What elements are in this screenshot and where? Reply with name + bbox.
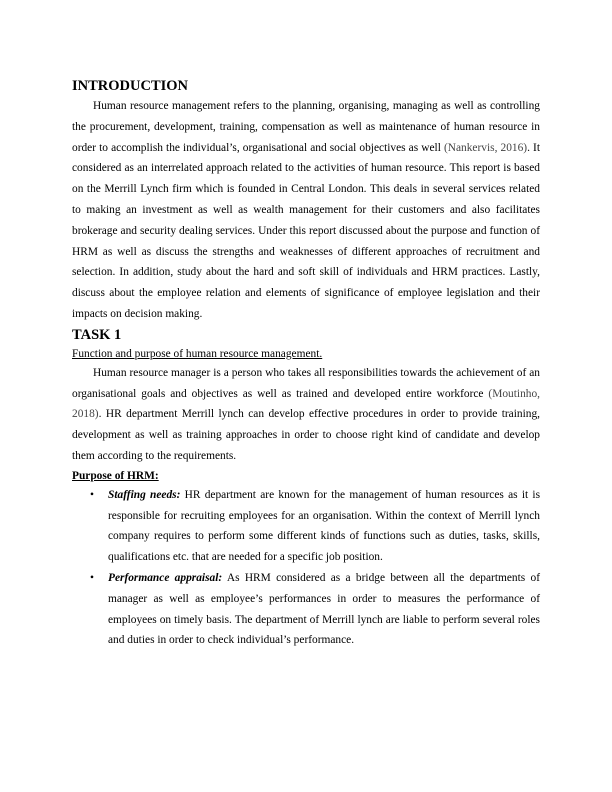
task1-paragraph xyxy=(72,363,540,467)
bullet-icon: • xyxy=(90,488,94,501)
bullet-label: Staffing needs: xyxy=(108,488,181,501)
introduction-citation: (Nankervis, 2016) xyxy=(443,141,528,154)
introduction-paragraph xyxy=(72,96,540,325)
task1-citation: (Moutinho, 2018) xyxy=(72,387,540,421)
bullet-text: As HRM considered as a bridge between all the departments of manager as well as employee’s performances in order to measures the performance of employees on timely basis. The department of Merrill lynch are liable to perform several roles and duties in order to check individual’s performance. xyxy=(108,571,540,647)
task1-heading: TASK 1 xyxy=(72,326,122,343)
task1-subheading: Function and purpose of human resource management. xyxy=(72,347,323,360)
bullet-paragraph xyxy=(108,568,540,651)
bullet-label: Performance appraisal: xyxy=(108,571,223,584)
bullet-icon: • xyxy=(90,571,94,584)
list-item xyxy=(72,568,540,651)
bullet-text: HR department are known for the management of human resources as it is responsible for recruiting employees for an organisation. Within the context of Merrill lynch company requires to perform some different kinds of functions such as duties, tasks, skills, qualifications etc. that are needed for a specific job position. xyxy=(108,488,540,564)
introduction-text-part1: Human resource management refers to the planning, organising, managing as well as controlling the procurement, development, training, compensation as well as maintenance of human resource in order to accomplish the individual’s, organisational and social objectives as well xyxy=(72,100,540,154)
introduction-heading: INTRODUCTION xyxy=(72,78,189,94)
task1-text-part1: Human resource manager is a person who takes all responsibilities towards the achievement of an organisational goals and objectives as well as trained and developed entire workforce xyxy=(72,366,540,400)
page-content xyxy=(72,76,540,651)
purpose-heading: Purpose of HRM: xyxy=(72,469,159,482)
task1-text-part2: . HR department Merrill lynch can develop effective procedures in order to provide training, development as well as training approaches in order to choose right kind of candidate and develop them according to the requirements. xyxy=(72,408,540,462)
list-item xyxy=(72,485,540,568)
bullet-paragraph xyxy=(108,485,540,568)
introduction-text-part2: . It considered as an interrelated approach related to the activities of human resource. This report is based on the Merrill Lynch firm which is founded in Central London. This deals in several services related to making an investment as well as wealth management for their customers and also facilitates brokerage and security dealing services. Under this report discussed about the purpose and function of HRM as well as discuss the strengths and weaknesses of different approaches of recruitment and selection. In addition, study about the hard and soft skill of individuals and HRM practices. Lastly, discuss about the employee relation and elements of significance of employee legislation and their impacts on decision making. xyxy=(72,141,540,320)
purpose-list xyxy=(72,485,540,651)
